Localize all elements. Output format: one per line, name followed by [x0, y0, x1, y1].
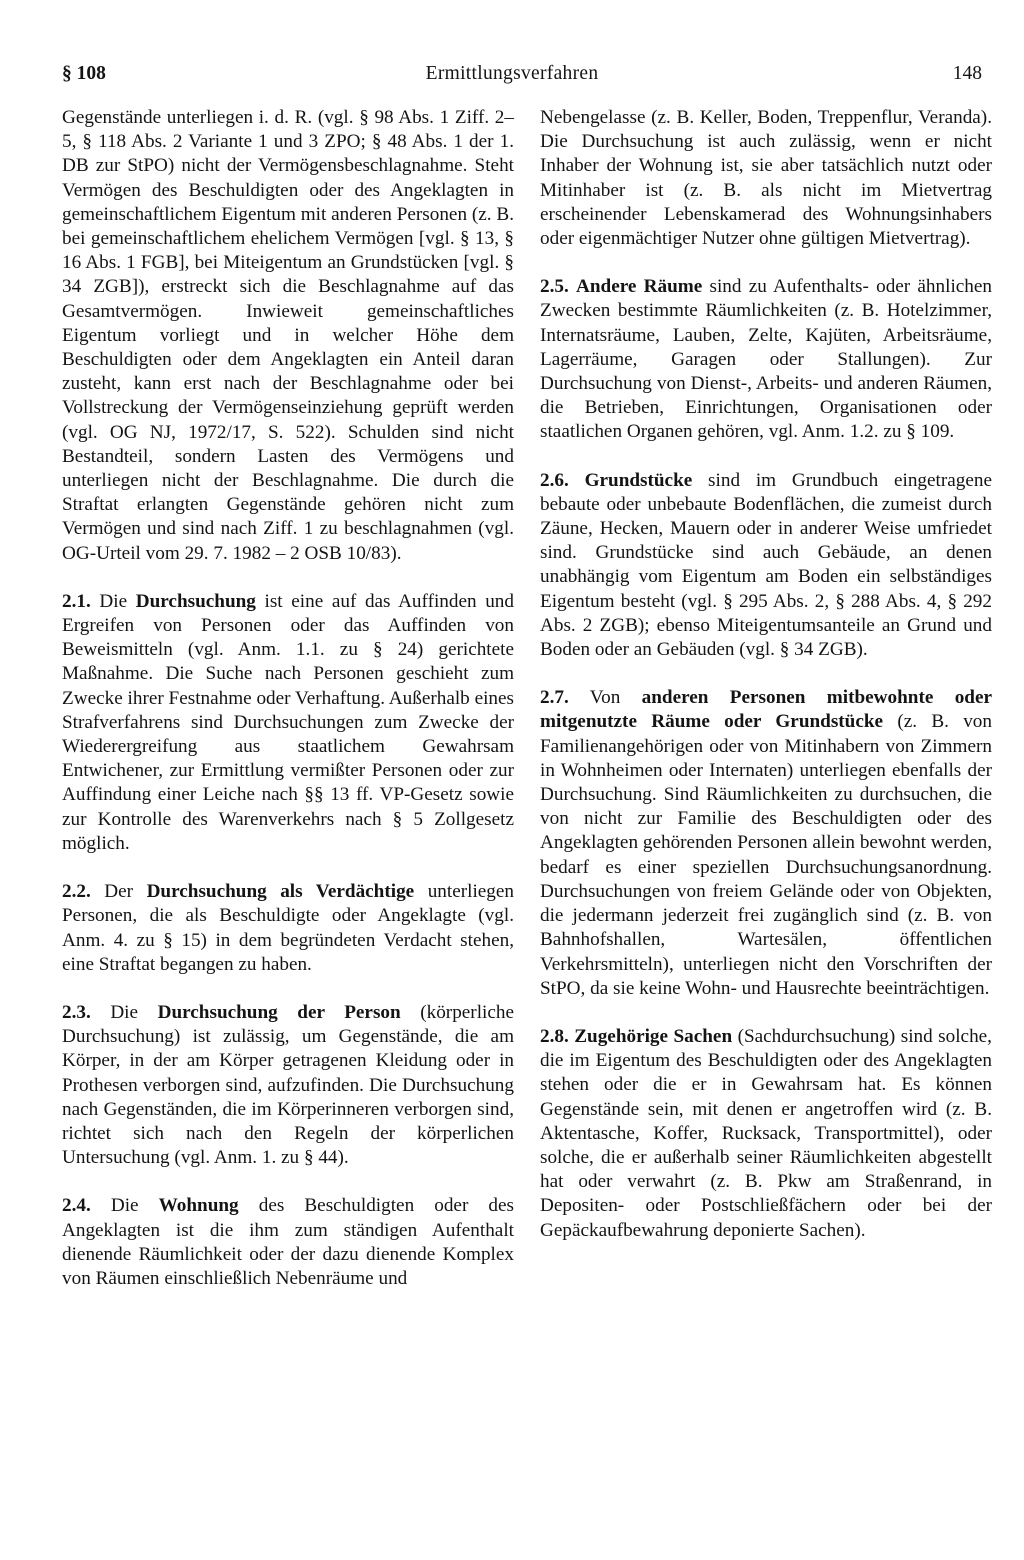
bold-term: Wohnung: [158, 1195, 239, 1217]
text-run: Von: [568, 687, 642, 709]
paragraph-p2-8: [540, 1025, 992, 1243]
right-column: [540, 106, 992, 1267]
bold-term: Zugehörige Sachen: [574, 1025, 733, 1047]
paragraph-cont: [62, 106, 514, 566]
paragraph-p2-7: [540, 686, 992, 1001]
text-run: unterliegen Personen, die als Beschuldigte oder Angeklagte (vgl. Anm. 4. zu § 15) in dem begründeten Verdacht stehen, eine Straftat begangen zu haben.: [62, 881, 515, 975]
text-run: (Sachdurchsuchung) sind solche, die im Eigentum des Beschuldigten oder des Angeklagten stehen oder die er in Gewahrsam hat. Es können Gegenstände sein, mit denen er angetroffen wird (z. B. Aktentasche, Koffer, Rucksack, Transportmittel), oder solche, die er außerhalb seiner Räumlichkeiten abgestellt hat oder verwahrt (z. B. Pkw am Straßenrand, in Depositen- oder Postschließfächern oder bei der Gepäckaufbewahrung deponierte Sachen).: [540, 1025, 992, 1241]
text-run: Der: [90, 881, 147, 903]
bold-term: Durchsuchung der Person: [157, 1001, 401, 1023]
text-run: des Beschuldigten oder des Angeklagten ist die ihm zum ständigen Aufenthalt dienende Räumlichkeit oder der dazu dienende Komplex von Räumen einschließlich Nebenräume und: [62, 1195, 514, 1289]
bold-term: 2.6.: [540, 469, 569, 491]
bold-term: 2.5.: [540, 276, 569, 298]
bold-term: 2.7.: [540, 687, 569, 709]
bold-term: anderen Personen mitbewohnte oder mitgenutzte Räume oder Grundstücke: [540, 687, 992, 733]
paragraph-p2-4: [62, 1194, 514, 1291]
text-run: Nebengelasse (z. B. Keller, Boden, Treppenflur, Veranda). Die Durchsuchung ist auch zulässig, wenn er nicht Inhaber der Wohnung ist, sie aber tatsächlich nutzt oder Mitinhaber ist (z. B. als nicht im Mietvertrag erscheinender Lebenskamerad des Wohnungsinhabers oder eigenmächtiger Nutzer ohne gültigen Mietvertrag).: [540, 107, 992, 250]
left-column: [62, 106, 514, 1315]
running-header: [0, 60, 1024, 88]
text-run: (körperliche Durchsuchung) ist zulässig, um Gegenstände, die am Körper, in der am Körper getragenen Kleidung oder in Prothesen verborgen sind, aufzufinden. Die Durchsuchung nach Gegenständen, die im Körperinneren verborgen sind, richtet sich nach den Regeln der körperlichen Untersuchung (vgl. Anm. 1. zu § 44).: [62, 1001, 514, 1169]
paragraph-p2-2: [62, 880, 514, 977]
section-number: § 108: [62, 63, 106, 84]
text-run: [569, 276, 576, 297]
paragraph-p2-1: [62, 590, 514, 856]
text-run: Die: [90, 590, 136, 612]
bold-term: 2.2.: [62, 881, 91, 903]
text-run: Gegenstände unterliegen i. d. R. (vgl. § 98 Abs. 1 Ziff. 2–5, § 118 Abs. 2 Variante 1 und 3 ZPO; § 48 Abs. 1 der 1. DB zur StPO) nicht der Vermögensbeschlagnahme. Steht Vermögen des Beschuldigten oder des Angeklagten in gemeinschaftlichem Eigentum mit anderen Personen (z. B. bei gemeinschaftlichem ehelichem Vermögen [vgl. § 13, § 16 Abs. 1 FGB], bei Miteigentum an Grundstücken [vgl. § 34 ZGB]), erstreckt sich die Beschlagnahme auf das Gesamtvermögen. Inwieweit gemeinschaftliches Eigentum vorliegt und in welcher Höhe dem Beschuldigten oder dem Angeklagten ein Anteil daran zusteht, kann erst nach der Beschlagnahme oder bei Vollstreckung der Vermögenseinziehung geprüft werden (vgl. OG NJ, 1972/17, S. 522). Schulden sind nicht Bestandteil, sondern Lasten des Vermögens und unterliegen nicht der Beschlagnahme. Die durch die Straftat erlangten Gegenstände gehören nicht zum Vermögen und sind nach Ziff. 1 zu beschlagnahmen (vgl. OG-Urteil vom 29. 7. 1982 – 2 OSB 10/83).: [62, 107, 514, 564]
bold-term: 2.3.: [62, 1001, 91, 1023]
text-run: Die: [90, 1001, 158, 1023]
bold-term: Andere Räume: [576, 276, 703, 298]
text-run: sind im Grundbuch eingetragene bebaute oder unbebaute Bodenflächen, die zumeist durch Zäune, Hecken, Mauern oder in anderer Weise umfriedet sind. Grundstücke sind auch Gebäude, an denen unabhängig vom Eigentum am Boden ein selbständiges Eigentum besteht (vgl. § 295 Abs. 2, § 288 Abs. 4, § 292 Abs. 2 ZGB); ebenso Miteigentumsanteile an Grund und Boden oder an Gebäuden (vgl. § 34 ZGB).: [540, 469, 993, 661]
bold-term: 2.8.: [540, 1025, 569, 1047]
chapter-title: Ermittlungsverfahren: [425, 63, 599, 84]
paragraph-p2-3: [62, 1001, 514, 1170]
page-number: 148: [952, 63, 982, 84]
bold-term: Durchsuchung: [135, 590, 256, 612]
paragraph-p2-6: [540, 469, 992, 663]
bold-term: 2.4.: [62, 1195, 91, 1217]
paragraph-cont2: [540, 106, 992, 251]
bold-term: 2.1.: [62, 590, 91, 612]
paragraph-p2-5: [540, 275, 992, 444]
text-run: sind zu Aufenthalts- oder ähnlichen Zwecken bestimmte Räumlichkeiten (z. B. Hotelzimmer, Internatsräume, Lauben, Zelte, Kajüten, Arbeitsräume, Lagerräume, Garagen oder Stallungen). Zur Durchsuchung von Dienst-, Arbeits- und anderen Räumen, die Betrieben, Einrichtungen, Organisationen oder staatlichen Organen gehören, vgl. Anm. 1.2. zu § 109.: [540, 276, 993, 443]
text-run: [569, 470, 585, 491]
text-run: Die: [90, 1195, 159, 1217]
bold-term: Grundstücke: [584, 469, 693, 491]
text-run: ist eine auf das Auffinden und Ergreifen von Personen oder das Auffinden von Beweismitteln (vgl. Anm. 1.1. zu § 24) gerichtete Maßnahme. Die Suche nach Personen geschieht zum Zwecke ihrer Festnahme oder Verhaftung. Außerhalb eines Strafverfahrens sind Durchsuchungen zum Zwecke der Wiederergreifung aus staatlichem Gewahrsam Entwichener, zur Ermittlung vermißter Personen oder zur Auffindung einer Leiche nach §§ 13 ff. VP-Gesetz sowie zur Kontrolle des Warenverkehrs nach § 5 Zollgesetz möglich.: [62, 590, 514, 854]
text-run: (z. B. von Familienangehörigen oder von Mitinhabern von Zimmern in Wohnheimen oder Internaten) unterliegen ebenfalls der Durchsuchung. Sind Räumlichkeiten zu durchsuchen, die von nicht zur Familie des Beschuldigten oder des Angeklagten gehörenden Personen allein bewohnt werden, bedarf es einer speziellen Durchsuchungsanordnung. Durchsuchungen von freiem Gelände oder von Objekten, die jedermann jederzeit frei zugänglich sind (z. B. von Bahnhofshallen, Wartesälen, öffentlichen Verkehrsmitteln), unterliegen nicht den Vorschriften der StPO, da sie keine Wohn- und Hausrechte beeinträchtigen.: [540, 711, 992, 999]
bold-term: Durchsuchung als Verdächtige: [146, 881, 415, 903]
